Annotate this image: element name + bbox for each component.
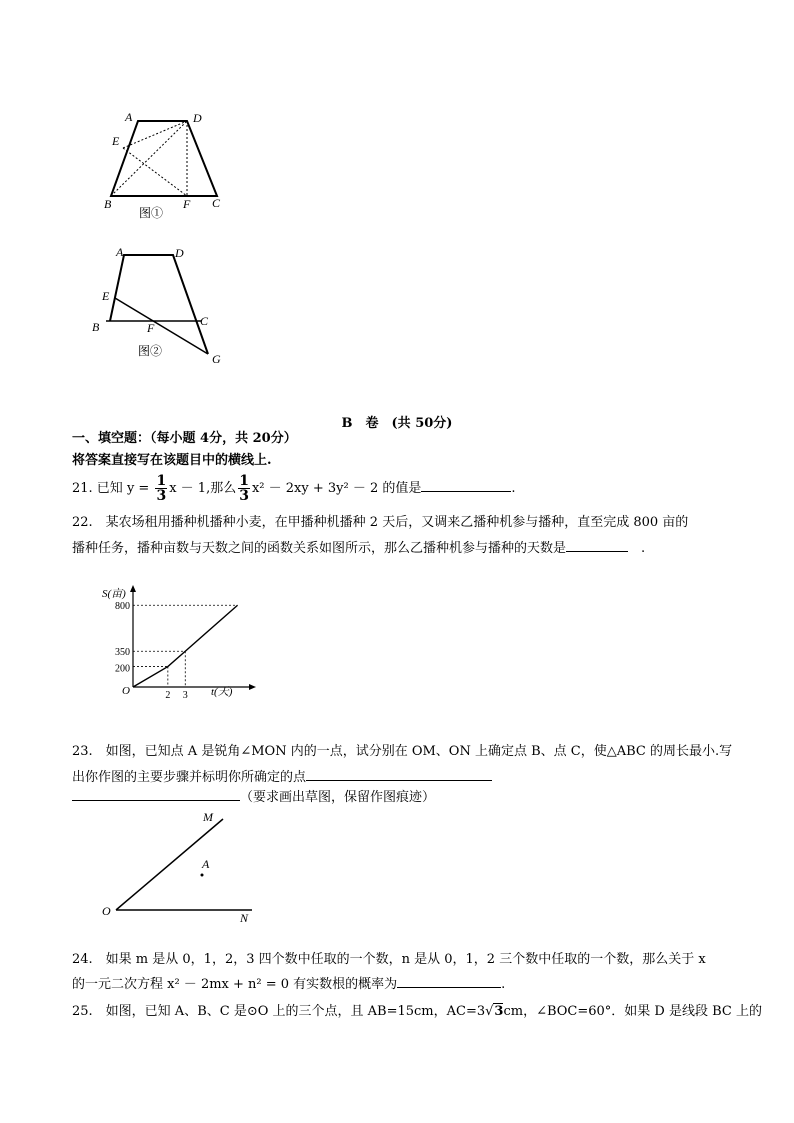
figure-2 xyxy=(88,243,228,368)
q22-end: . xyxy=(641,541,646,556)
q21-mid2: x² － 2xy + 3y² － 2 的值是 xyxy=(251,481,422,496)
frac-den-2: 3 xyxy=(239,488,249,504)
label-e: E xyxy=(102,289,110,303)
q25-suffix: cm，∠BOC=60°．如果 D 是线段 BC 上的 xyxy=(503,1004,762,1019)
graph-22 xyxy=(98,585,258,705)
x-axis-arrow xyxy=(249,684,256,690)
y-tick-350: 350 xyxy=(115,647,130,659)
y-axis-label: S(亩) xyxy=(102,588,126,600)
label-a: A xyxy=(116,245,124,259)
q21-answer-blank[interactable] xyxy=(421,477,511,492)
q24-line1: 24. 如果 m 是从 0，1，2，3 四个数中任取的一个数，n 是从 0，1，2 三个数中任取的一个数，那么关于 x xyxy=(72,952,706,967)
frac-num-2: 1 xyxy=(239,473,249,489)
q24-line2: 的一元二次方程 x² － 2mx + n² = 0 有实数根的概率为 xyxy=(72,977,398,992)
q22-line2-wrap xyxy=(72,537,645,558)
q24-line2-wrap xyxy=(72,973,505,994)
section-title: B 卷 (共 50分) xyxy=(341,416,453,431)
q23-answer-blank-1[interactable] xyxy=(306,766,492,781)
frac-den: 3 xyxy=(156,488,167,504)
q24-answer-blank[interactable] xyxy=(397,973,501,988)
fraction-one-third xyxy=(155,474,167,503)
part-heading: 一、填空题：（每小题 4分，共 20分） xyxy=(72,431,297,446)
label-d: D xyxy=(175,246,184,260)
q22-line1: 22. 某农场租用播种机播种小麦，在甲播种机播种 2 天后，又调来乙播种机参与播种，直至完成 800 亩的 xyxy=(72,515,689,530)
label-m: M xyxy=(203,810,213,824)
label-d: D xyxy=(193,111,202,125)
q23-answer-blank-2[interactable] xyxy=(72,786,240,801)
x-axis-label: t(天) xyxy=(211,686,233,698)
question-25 xyxy=(72,1001,762,1023)
label-b: B xyxy=(92,320,100,334)
q23-line3-wrap xyxy=(72,786,435,807)
figure-1 xyxy=(95,108,235,223)
question-21 xyxy=(72,474,516,504)
segment-bd xyxy=(111,121,187,196)
series-line xyxy=(133,605,238,687)
origin-label: O xyxy=(122,685,130,697)
label-c: C xyxy=(200,314,209,328)
point-a xyxy=(201,874,204,877)
q25-prefix: 25. 如图，已知 A、B、C 是⊙O 上的三个点，且 AB=15cm，AC=3 xyxy=(72,1004,486,1019)
x-tick-2: 2 xyxy=(165,690,171,701)
q23-line2: 出你作图的主要步骤并标明你所确定的点 xyxy=(72,770,307,785)
label-n: N xyxy=(240,911,249,925)
instruction: 将答案直接写在该题目中的横线上. xyxy=(72,453,272,468)
caption-fig2: 图② xyxy=(138,344,163,358)
trapezoid-abcd xyxy=(111,121,217,196)
q21-mid1: x － 1,那么 xyxy=(169,481,237,496)
q23-line3-suffix: （要求画出草图，保留作图痕迹） xyxy=(240,790,436,805)
sqrt-radicand: 3 xyxy=(494,1004,504,1019)
graph-guides xyxy=(133,605,238,687)
label-b: B xyxy=(104,197,112,211)
figure-23 xyxy=(98,808,268,926)
graph-axes xyxy=(130,585,256,690)
q23-line2-wrap xyxy=(72,766,492,787)
segment-ef xyxy=(123,148,187,196)
y-tick-200: 200 xyxy=(115,663,130,675)
y-axis-arrow xyxy=(130,585,136,592)
graph-series xyxy=(133,605,238,687)
label-f: F xyxy=(183,197,191,211)
frac-num: 1 xyxy=(156,473,167,489)
q23-line1: 23. 如图，已知点 A 是锐角∠MON 内的一点，试分别在 OM、ON 上确定点 B、点 C，使△ABC 的周长最小.写 xyxy=(72,744,733,759)
sqrt-three: √3 xyxy=(485,1004,504,1019)
caption-fig1: 图① xyxy=(139,206,164,220)
label-o: O xyxy=(102,904,111,918)
q22-answer-blank[interactable] xyxy=(566,537,628,552)
label-g: G xyxy=(212,352,221,366)
label-f: F xyxy=(147,321,155,335)
q21-prefix: 21. 已知 y = xyxy=(72,481,154,496)
label-a: A xyxy=(125,110,133,124)
q22-line2: 播种任务，播种亩数与天数之间的函数关系如图所示，那么乙播种机参与播种的天数是 xyxy=(72,541,567,556)
label-a: A xyxy=(202,857,210,871)
fraction-one-third-2 xyxy=(238,474,250,503)
label-c: C xyxy=(212,196,221,210)
x-tick-3: 3 xyxy=(182,690,188,701)
y-tick-800: 800 xyxy=(115,601,130,613)
label-e: E xyxy=(112,134,120,148)
q21-end: . xyxy=(511,481,516,496)
q24-end: . xyxy=(501,977,506,992)
